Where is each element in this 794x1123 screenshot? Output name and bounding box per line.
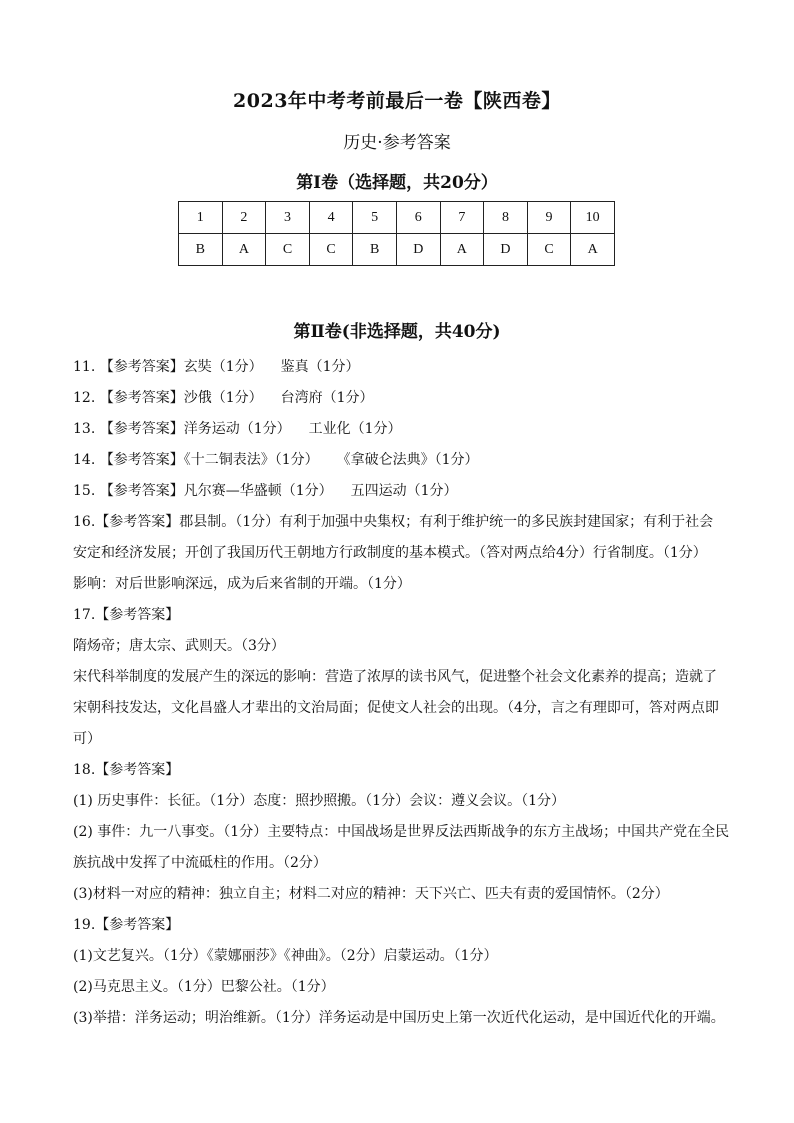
answer-table bbox=[178, 201, 615, 266]
answer-part: 鉴真（1分） bbox=[280, 359, 360, 375]
answer-part: 《拿破仑法典》（1分） bbox=[336, 452, 479, 468]
answer-cell: A bbox=[222, 234, 266, 266]
answer-table-answer-row bbox=[179, 234, 615, 266]
answer-part: 《十二铜表法》（1分） bbox=[183, 452, 319, 468]
answer-label: 11. 【参考答案】 bbox=[73, 359, 184, 375]
answer-cell: D bbox=[396, 234, 440, 266]
answer-cell: B bbox=[179, 234, 223, 266]
question-number-cell: 1 bbox=[179, 202, 223, 234]
answer-cell: C bbox=[309, 234, 353, 266]
answer-q19-label: 19.【参考答案】 bbox=[73, 917, 180, 933]
answer-part: 凡尔赛—华盛顿（1分） bbox=[183, 483, 333, 499]
answer-q13 bbox=[73, 414, 725, 445]
question-number-cell: 5 bbox=[353, 202, 397, 234]
section-1-heading: 第Ⅰ卷（选择题，共20分） bbox=[296, 173, 498, 193]
answer-q17-label: 17.【参考答案】 bbox=[73, 607, 180, 623]
answer-part: 洋务运动（1分） bbox=[183, 421, 291, 437]
answer-q14 bbox=[73, 445, 725, 476]
answer-label: 12. 【参考答案】 bbox=[73, 390, 184, 406]
answer-label: 15. 【参考答案】 bbox=[73, 483, 184, 499]
answer-q15 bbox=[73, 476, 725, 507]
answer-q11 bbox=[73, 352, 725, 383]
question-number-cell: 8 bbox=[484, 202, 528, 234]
answer-cell: B bbox=[353, 234, 397, 266]
document-title: 2023年中考考前最后一卷【陕西卷】 bbox=[233, 90, 561, 112]
answer-q18-line: (3)材料一对应的精神：独立自主；材料二对应的精神：天下兴亡、匹夫有责的爱国情怀。（2分） bbox=[73, 886, 669, 902]
answer-q19-line: (2)马克思主义。（1分）巴黎公社。（1分） bbox=[73, 979, 335, 995]
answer-q16-line: 影响：对后世影响深远，成为后来省制的开端。（1分） bbox=[73, 576, 411, 592]
answer-q18-line: 族抗战中发挥了中流砥柱的作用。（2分） bbox=[73, 855, 327, 871]
answer-body bbox=[73, 352, 730, 1034]
answer-q16-line: 16.【参考答案】郡县制。（1分）有利于加强中央集权；有利于维护统一的多民族封建国家；有利于社会 bbox=[73, 514, 714, 530]
answer-q17-line: 隋炀帝；唐太宗、武则天。（3分） bbox=[73, 638, 285, 654]
answer-cell: A bbox=[571, 234, 615, 266]
answer-cell: D bbox=[484, 234, 528, 266]
document-subtitle: 历史·参考答案 bbox=[343, 133, 451, 153]
question-number-cell: 4 bbox=[309, 202, 353, 234]
answer-q12 bbox=[73, 383, 725, 414]
answer-table-number-row bbox=[179, 202, 615, 234]
answer-q16-line: 安定和经济发展；开创了我国历代王朝地方行政制度的基本模式。（答对两点给4分）行省制度。（1分） bbox=[73, 545, 707, 561]
answer-q17-line: 宋代科举制度的发展产生的深远的影响：营造了浓厚的读书风气，促进整个社会文化素养的提高；造就了 bbox=[73, 669, 717, 685]
answer-q19-line: (1)文艺复兴。（1分）《蒙娜丽莎》《神曲》。（2分）启蒙运动。（1分） bbox=[73, 948, 498, 964]
answer-part: 台湾府（1分） bbox=[280, 390, 374, 406]
answer-q17-line: 宋朝科技发达，文化昌盛人才辈出的文治局面；促使文人社会的出现。（4分，言之有理即可，答对两点即 bbox=[73, 700, 719, 716]
answer-label: 13. 【参考答案】 bbox=[73, 421, 184, 437]
answer-q17-line: 可） bbox=[73, 731, 101, 747]
answer-label: 14. 【参考答案】 bbox=[73, 452, 184, 468]
answer-cell: A bbox=[440, 234, 484, 266]
question-number-cell: 7 bbox=[440, 202, 484, 234]
question-number-cell: 3 bbox=[266, 202, 310, 234]
answer-cell: C bbox=[527, 234, 571, 266]
answer-q19-line: (3)举措：洋务运动；明治维新。（1分）洋务运动是中国历史上第一次近代化运动，是中国近代化的开端。 bbox=[73, 1010, 725, 1026]
question-number-cell: 6 bbox=[396, 202, 440, 234]
answer-part: 五四运动（1分） bbox=[350, 483, 458, 499]
answer-q18-label: 18.【参考答案】 bbox=[73, 762, 180, 778]
question-number-cell: 9 bbox=[527, 202, 571, 234]
answer-q18-line: (2) 事件：九一八事变。（1分）主要特点：中国战场是世界反法西斯战争的东方主战场；中国共产党在全民 bbox=[73, 824, 730, 840]
section-2-heading: 第Ⅱ卷(非选择题，共40分) bbox=[293, 322, 501, 342]
answer-part: 工业化（1分） bbox=[308, 421, 402, 437]
answer-part: 沙俄（1分） bbox=[183, 390, 263, 406]
answer-part: 玄奘（1分） bbox=[183, 359, 263, 375]
answer-cell: C bbox=[266, 234, 310, 266]
question-number-cell: 2 bbox=[222, 202, 266, 234]
question-number-cell: 10 bbox=[571, 202, 615, 234]
answer-q18-line: (1) 历史事件：长征。（1分）态度：照抄照搬。（1分）会议：遵义会议。（1分） bbox=[73, 793, 566, 809]
